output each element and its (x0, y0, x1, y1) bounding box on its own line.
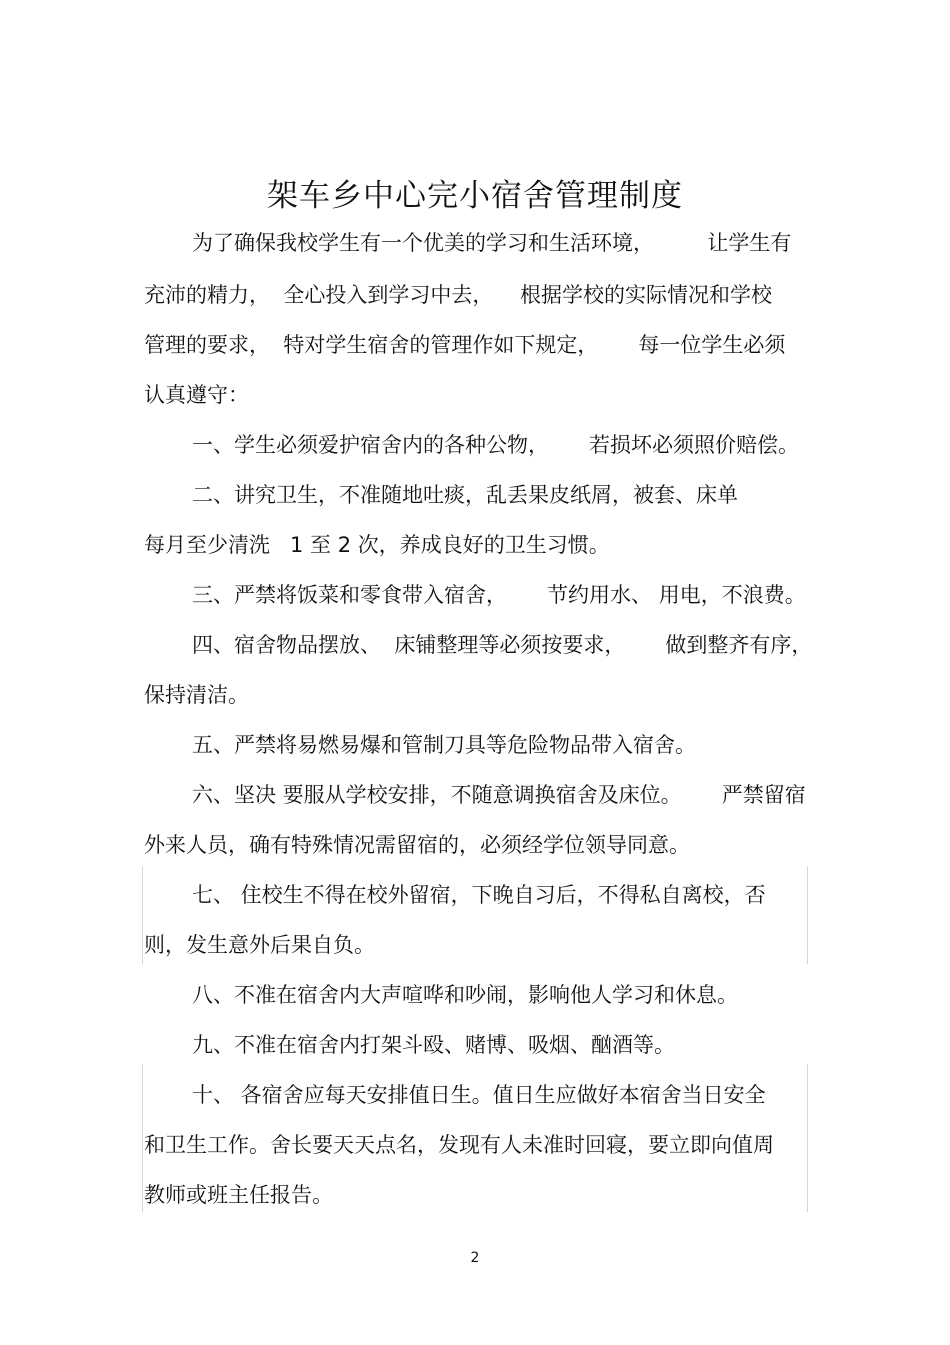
rule-item-5: 五、严禁将易燃易爆和管制刀具等危险物品带入宿舍。 (192, 733, 696, 757)
rule-item-8: 八、不准在宿舍内大声喧哗和吵闹，影响他人学习和休息。 (192, 983, 738, 1007)
rule-item-1: 一、学生必须爱护宿舍内的各种公物， 若损坏必须照价赔偿。 (192, 433, 800, 457)
rule-item-2: 二、讲究卫生，不准随地吐痰，乱丢果皮纸屑，被套、床单 (192, 483, 738, 507)
rule-item-4-continued: 保持清洁。 (144, 683, 249, 707)
rule-item-6-continued: 外来人员，确有特殊情况需留宿的，必须经学位领导同意。 (144, 833, 690, 857)
rule-item-9: 九、不准在宿舍内打架斗殴、赌博、吸烟、酗酒等。 (192, 1033, 675, 1057)
block-border-left (142, 1064, 143, 1212)
body-line: 管理的要求， 特对学生宿舍的管理作如下规定， 每一位学生必须 (144, 333, 786, 357)
rule-item-6: 六、坚决 要服从学校安排，不随意调换宿舍及床位。 严禁留宿 (192, 783, 806, 807)
block-border-right (807, 866, 808, 964)
rule-item-7: 七、 住校生不得在校外留宿，下晚自习后，不得私自离校，否 (192, 883, 766, 907)
block-border-right (807, 1064, 808, 1212)
rule-item-10: 十、 各宿舍应每天安排值日生。值日生应做好本宿舍当日安全 (192, 1083, 766, 1107)
block-border-left (142, 866, 143, 964)
rule-item-7-continued: 则，发生意外后果自负。 (144, 933, 375, 957)
rule-item-2-continued: 每月至少清洗 1 至 2 次，养成良好的卫生习惯。 (144, 533, 610, 557)
document-title: 架车乡中心完小宿舍管理制度 (267, 178, 683, 214)
body-line: 充沛的精力， 全心投入到学习中去， 根据学校的实际情况和学校 (144, 283, 773, 307)
page-number: 2 (470, 1250, 480, 1266)
body-line: 为了确保我校学生有一个优美的学习和生活环境， 让学生有 (192, 231, 792, 255)
rule-item-10-continued: 和卫生工作。舍长要天天点名，发现有人未准时回寝，要立即向值周 (144, 1133, 774, 1157)
rule-item-10-continued: 教师或班主任报告。 (144, 1183, 333, 1207)
rule-item-4: 四、宿舍物品摆放、 床铺整理等必须按要求， 做到整齐有序， (192, 633, 813, 657)
body-line: 认真遵守： (144, 383, 249, 407)
rule-item-3: 三、严禁将饭菜和零食带入宿舍， 节约用水、 用电，不浪费。 (192, 583, 806, 607)
